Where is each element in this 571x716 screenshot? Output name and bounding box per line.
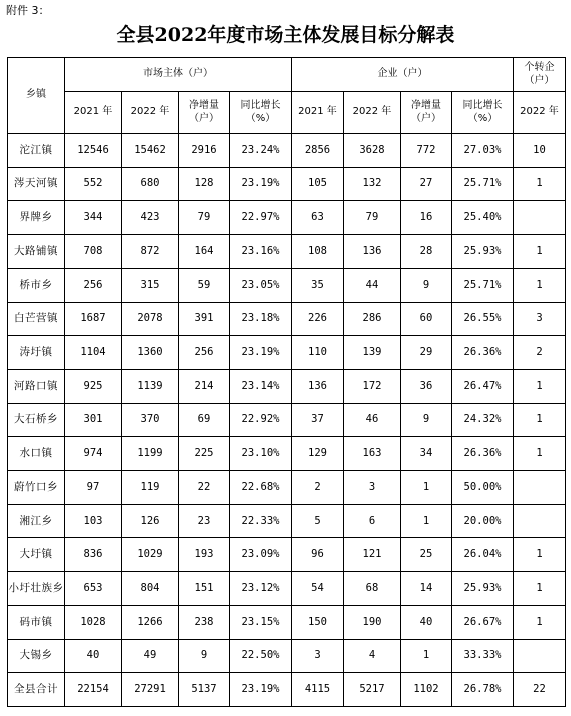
cell-market-2022: 1360 <box>122 336 179 370</box>
cell-market-2022: 423 <box>122 201 179 235</box>
header-market-growth: 同比增长（%） <box>230 92 292 134</box>
table-row <box>8 167 566 201</box>
cell-enterprise-growth: 25.40% <box>452 201 514 235</box>
cell-individual-2022: 1 <box>514 235 566 269</box>
cell-market-growth: 22.68% <box>230 471 292 505</box>
cell-enterprise-2022: 163 <box>344 437 401 471</box>
cell-market-2021: 925 <box>65 369 122 403</box>
cell-market-2021: 40 <box>65 639 122 673</box>
cell-enterprise-2021: 105 <box>292 167 344 201</box>
cell-market-2021: 1104 <box>65 336 122 370</box>
cell-enterprise-2022: 68 <box>344 572 401 606</box>
cell-enterprise-2022: 172 <box>344 369 401 403</box>
cell-enterprise-2022: 46 <box>344 403 401 437</box>
cell-enterprise-growth: 25.93% <box>452 572 514 606</box>
header-market-net: 净增量（户） <box>179 92 230 134</box>
cell-market-net: 193 <box>179 538 230 572</box>
cell-enterprise-2021: 2 <box>292 471 344 505</box>
cell-market-growth: 23.05% <box>230 268 292 302</box>
cell-enterprise-net: 60 <box>401 302 452 336</box>
cell-enterprise-net: 34 <box>401 437 452 471</box>
cell-enterprise-2022: 79 <box>344 201 401 235</box>
header-individual-group: 个转企（户） <box>514 58 566 92</box>
cell-enterprise-2021: 108 <box>292 235 344 269</box>
cell-market-growth: 22.50% <box>230 639 292 673</box>
table-row <box>8 235 566 269</box>
cell-market-growth: 23.19% <box>230 167 292 201</box>
cell-town: 涔天河镇 <box>8 167 65 201</box>
cell-town: 大路铺镇 <box>8 235 65 269</box>
cell-enterprise-2022: 286 <box>344 302 401 336</box>
cell-town: 河路口镇 <box>8 369 65 403</box>
cell-market-net: 69 <box>179 403 230 437</box>
cell-town: 沱江镇 <box>8 134 65 168</box>
cell-market-2022: 1199 <box>122 437 179 471</box>
cell-market-2021: 97 <box>65 471 122 505</box>
cell-enterprise-net: 1 <box>401 639 452 673</box>
target-table <box>7 57 566 707</box>
cell-individual-2022: 1 <box>514 572 566 606</box>
header-market-group: 市场主体（户） <box>65 58 292 92</box>
cell-individual-2022: 2 <box>514 336 566 370</box>
cell-town: 全县合计 <box>8 673 65 707</box>
cell-enterprise-2021: 96 <box>292 538 344 572</box>
cell-enterprise-2022: 3628 <box>344 134 401 168</box>
cell-market-2021: 552 <box>65 167 122 201</box>
cell-enterprise-2021: 35 <box>292 268 344 302</box>
table-row <box>8 437 566 471</box>
cell-enterprise-growth: 26.36% <box>452 437 514 471</box>
cell-enterprise-net: 36 <box>401 369 452 403</box>
cell-market-2021: 103 <box>65 504 122 538</box>
cell-enterprise-net: 1 <box>401 471 452 505</box>
cell-market-2022: 804 <box>122 572 179 606</box>
cell-market-net: 238 <box>179 605 230 639</box>
table-row <box>8 673 566 707</box>
cell-market-2021: 708 <box>65 235 122 269</box>
cell-market-2022: 119 <box>122 471 179 505</box>
cell-individual-2022: 1 <box>514 268 566 302</box>
cell-individual-2022: 1 <box>514 369 566 403</box>
cell-enterprise-2021: 5 <box>292 504 344 538</box>
table-row <box>8 572 566 606</box>
cell-enterprise-net: 40 <box>401 605 452 639</box>
cell-enterprise-growth: 26.47% <box>452 369 514 403</box>
cell-market-2022: 370 <box>122 403 179 437</box>
cell-enterprise-2021: 2856 <box>292 134 344 168</box>
header-town: 乡镇 <box>8 58 65 134</box>
cell-enterprise-2021: 129 <box>292 437 344 471</box>
cell-enterprise-growth: 25.93% <box>452 235 514 269</box>
cell-enterprise-growth: 25.71% <box>452 268 514 302</box>
cell-market-growth: 23.19% <box>230 673 292 707</box>
page-title: 全县2022年度市场主体发展目标分解表 <box>116 24 455 46</box>
cell-enterprise-2022: 3 <box>344 471 401 505</box>
table-body <box>8 134 566 707</box>
cell-market-2021: 1028 <box>65 605 122 639</box>
cell-town: 小圩壮族乡 <box>8 572 65 606</box>
cell-market-growth: 23.19% <box>230 336 292 370</box>
cell-market-growth: 23.14% <box>230 369 292 403</box>
cell-enterprise-net: 29 <box>401 336 452 370</box>
cell-market-growth: 23.24% <box>230 134 292 168</box>
cell-individual-2022: 1 <box>514 538 566 572</box>
cell-enterprise-growth: 20.00% <box>452 504 514 538</box>
cell-town: 码市镇 <box>8 605 65 639</box>
cell-enterprise-growth: 24.32% <box>452 403 514 437</box>
cell-enterprise-growth: 33.33% <box>452 639 514 673</box>
cell-enterprise-net: 772 <box>401 134 452 168</box>
cell-market-growth: 23.18% <box>230 302 292 336</box>
cell-market-2022: 315 <box>122 268 179 302</box>
table-row <box>8 605 566 639</box>
cell-market-net: 5137 <box>179 673 230 707</box>
cell-market-net: 9 <box>179 639 230 673</box>
cell-enterprise-2021: 226 <box>292 302 344 336</box>
table-row <box>8 639 566 673</box>
cell-town: 桥市乡 <box>8 268 65 302</box>
cell-market-2022: 126 <box>122 504 179 538</box>
cell-market-growth: 23.10% <box>230 437 292 471</box>
cell-enterprise-2021: 3 <box>292 639 344 673</box>
cell-market-2022: 27291 <box>122 673 179 707</box>
table-row <box>8 134 566 168</box>
cell-market-growth: 23.09% <box>230 538 292 572</box>
cell-market-2021: 22154 <box>65 673 122 707</box>
cell-enterprise-growth: 27.03% <box>452 134 514 168</box>
cell-market-2021: 301 <box>65 403 122 437</box>
cell-market-growth: 22.33% <box>230 504 292 538</box>
cell-market-2022: 2078 <box>122 302 179 336</box>
cell-market-net: 2916 <box>179 134 230 168</box>
cell-enterprise-net: 14 <box>401 572 452 606</box>
cell-enterprise-2022: 132 <box>344 167 401 201</box>
table-row <box>8 268 566 302</box>
cell-market-net: 214 <box>179 369 230 403</box>
cell-market-2021: 836 <box>65 538 122 572</box>
header-enterprise-growth: 同比增长（%） <box>452 92 514 134</box>
header-enterprise-2022: 2022 年 <box>344 92 401 134</box>
cell-market-growth: 23.12% <box>230 572 292 606</box>
cell-individual-2022 <box>514 471 566 505</box>
cell-town: 蔚竹口乡 <box>8 471 65 505</box>
table-row <box>8 201 566 235</box>
cell-enterprise-net: 1102 <box>401 673 452 707</box>
header-enterprise-net: 净增量（户） <box>401 92 452 134</box>
cell-individual-2022: 22 <box>514 673 566 707</box>
cell-market-2021: 256 <box>65 268 122 302</box>
cell-market-net: 59 <box>179 268 230 302</box>
cell-enterprise-2021: 136 <box>292 369 344 403</box>
cell-enterprise-2022: 139 <box>344 336 401 370</box>
cell-market-net: 391 <box>179 302 230 336</box>
table-row <box>8 336 566 370</box>
cell-enterprise-2021: 63 <box>292 201 344 235</box>
cell-market-net: 256 <box>179 336 230 370</box>
cell-individual-2022: 1 <box>514 403 566 437</box>
cell-enterprise-net: 9 <box>401 268 452 302</box>
cell-enterprise-2022: 6 <box>344 504 401 538</box>
cell-individual-2022 <box>514 504 566 538</box>
cell-enterprise-2022: 4 <box>344 639 401 673</box>
cell-market-growth: 23.15% <box>230 605 292 639</box>
cell-market-net: 22 <box>179 471 230 505</box>
cell-town: 界牌乡 <box>8 201 65 235</box>
cell-market-2022: 15462 <box>122 134 179 168</box>
cell-market-2022: 1029 <box>122 538 179 572</box>
cell-enterprise-2021: 110 <box>292 336 344 370</box>
cell-enterprise-net: 27 <box>401 167 452 201</box>
cell-enterprise-growth: 26.67% <box>452 605 514 639</box>
cell-enterprise-growth: 25.71% <box>452 167 514 201</box>
cell-enterprise-2022: 121 <box>344 538 401 572</box>
table-row <box>8 471 566 505</box>
cell-market-2022: 872 <box>122 235 179 269</box>
cell-market-2022: 680 <box>122 167 179 201</box>
cell-market-net: 23 <box>179 504 230 538</box>
cell-enterprise-2021: 4115 <box>292 673 344 707</box>
header-market-2022: 2022 年 <box>122 92 179 134</box>
cell-market-net: 128 <box>179 167 230 201</box>
cell-individual-2022: 1 <box>514 437 566 471</box>
cell-enterprise-growth: 50.00% <box>452 471 514 505</box>
cell-enterprise-net: 1 <box>401 504 452 538</box>
cell-enterprise-growth: 26.78% <box>452 673 514 707</box>
cell-market-2022: 49 <box>122 639 179 673</box>
cell-enterprise-2021: 54 <box>292 572 344 606</box>
cell-individual-2022: 1 <box>514 167 566 201</box>
cell-market-2022: 1139 <box>122 369 179 403</box>
cell-market-growth: 22.97% <box>230 201 292 235</box>
cell-market-2021: 1687 <box>65 302 122 336</box>
table-row <box>8 504 566 538</box>
cell-enterprise-net: 28 <box>401 235 452 269</box>
header-enterprise-group: 企业（户） <box>292 58 514 92</box>
cell-enterprise-growth: 26.36% <box>452 336 514 370</box>
cell-enterprise-2022: 190 <box>344 605 401 639</box>
cell-enterprise-2021: 150 <box>292 605 344 639</box>
cell-individual-2022: 3 <box>514 302 566 336</box>
cell-market-net: 225 <box>179 437 230 471</box>
cell-enterprise-net: 16 <box>401 201 452 235</box>
table-row <box>8 538 566 572</box>
cell-market-net: 164 <box>179 235 230 269</box>
table-row <box>8 369 566 403</box>
cell-market-2022: 1266 <box>122 605 179 639</box>
cell-town: 涛圩镇 <box>8 336 65 370</box>
cell-individual-2022 <box>514 639 566 673</box>
table-row <box>8 302 566 336</box>
cell-town: 水口镇 <box>8 437 65 471</box>
cell-market-net: 151 <box>179 572 230 606</box>
cell-enterprise-net: 25 <box>401 538 452 572</box>
cell-enterprise-net: 9 <box>401 403 452 437</box>
cell-town: 湘江乡 <box>8 504 65 538</box>
cell-market-growth: 22.92% <box>230 403 292 437</box>
cell-enterprise-growth: 26.04% <box>452 538 514 572</box>
attachment-label: 附件 3： <box>6 4 50 17</box>
cell-individual-2022 <box>514 201 566 235</box>
cell-individual-2022: 1 <box>514 605 566 639</box>
cell-market-2021: 344 <box>65 201 122 235</box>
header-enterprise-2021: 2021 年 <box>292 92 344 134</box>
cell-market-2021: 12546 <box>65 134 122 168</box>
table-row <box>8 403 566 437</box>
cell-enterprise-growth: 26.55% <box>452 302 514 336</box>
cell-enterprise-2021: 37 <box>292 403 344 437</box>
cell-town: 大圩镇 <box>8 538 65 572</box>
header-market-2021: 2021 年 <box>65 92 122 134</box>
cell-market-net: 79 <box>179 201 230 235</box>
cell-town: 大锡乡 <box>8 639 65 673</box>
cell-market-growth: 23.16% <box>230 235 292 269</box>
cell-enterprise-2022: 136 <box>344 235 401 269</box>
cell-town: 白芒营镇 <box>8 302 65 336</box>
cell-market-2021: 653 <box>65 572 122 606</box>
cell-town: 大石桥乡 <box>8 403 65 437</box>
header-individual-2022: 2022 年 <box>514 92 566 134</box>
cell-individual-2022: 10 <box>514 134 566 168</box>
cell-market-2021: 974 <box>65 437 122 471</box>
cell-enterprise-2022: 44 <box>344 268 401 302</box>
cell-enterprise-2022: 5217 <box>344 673 401 707</box>
